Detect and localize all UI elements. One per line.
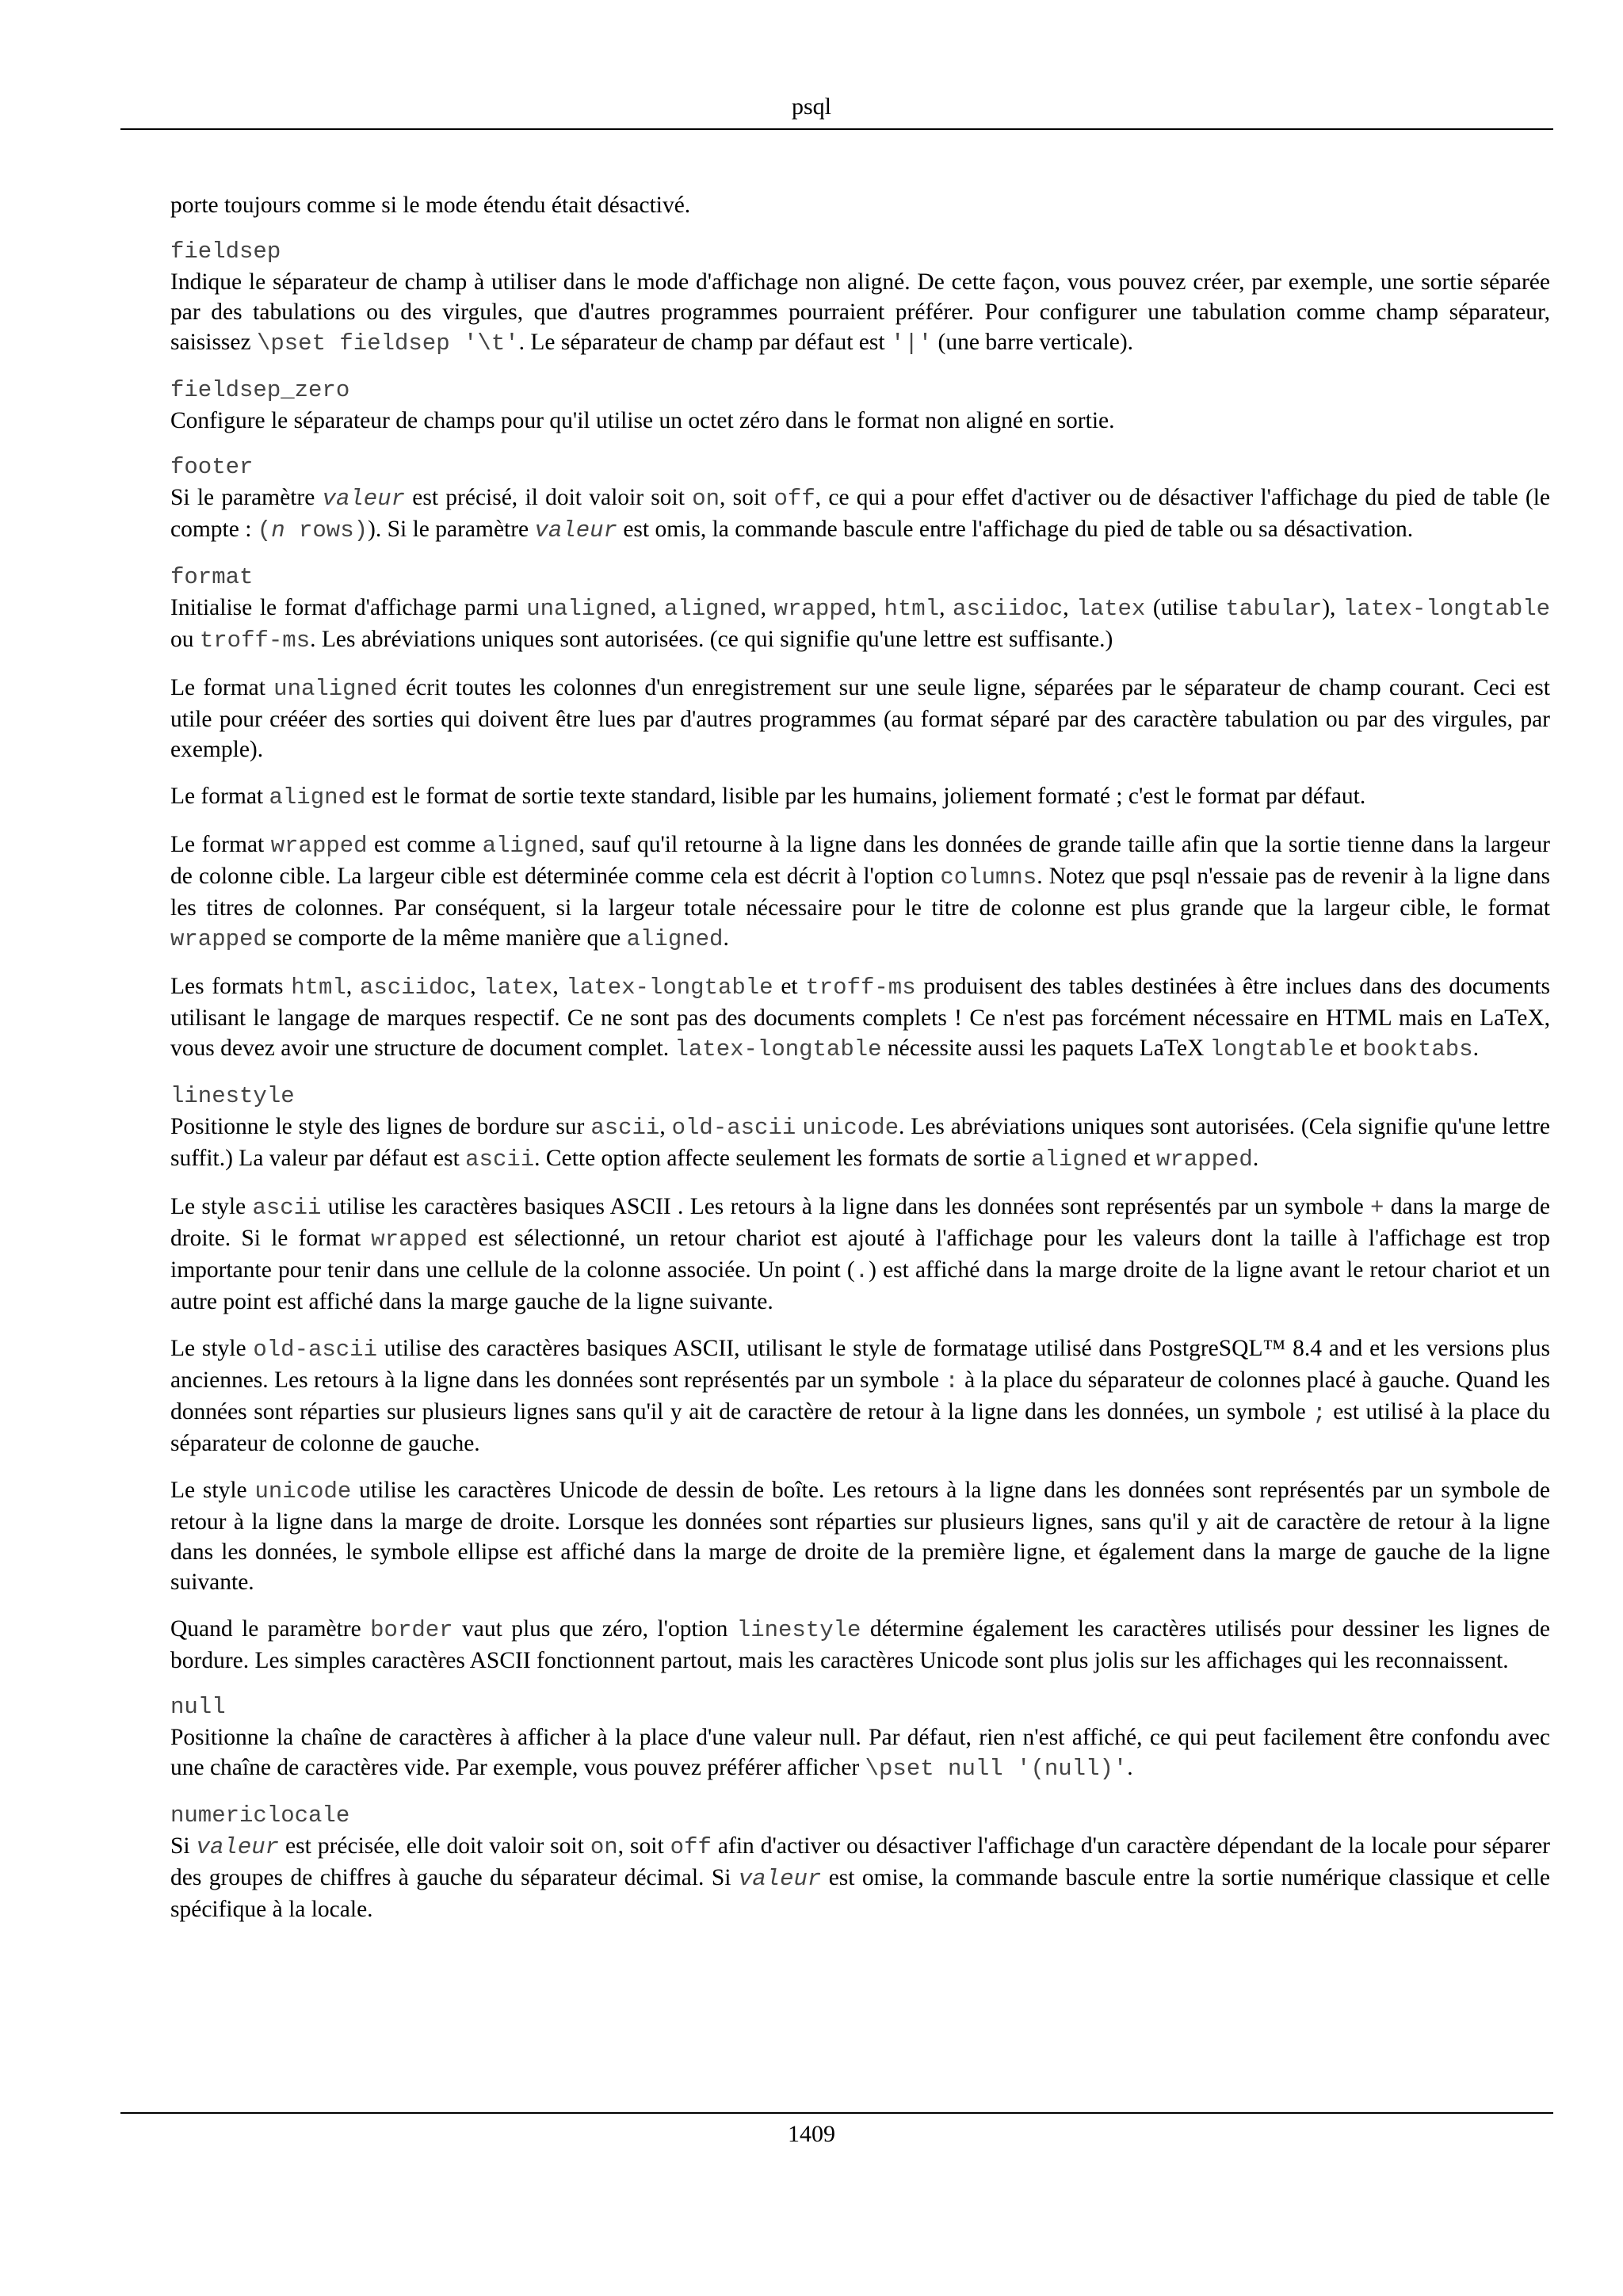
code: :	[945, 1368, 959, 1394]
text: Si	[170, 1833, 197, 1859]
option-fieldsep	[170, 237, 1550, 359]
text: .	[1127, 1755, 1133, 1780]
text: Le format	[170, 832, 271, 857]
code: columns	[940, 864, 1037, 891]
option-term: fieldsep_zero	[170, 377, 350, 403]
code: aligned	[1031, 1146, 1128, 1173]
paragraph-ascii	[170, 1192, 1550, 1317]
code: (	[257, 517, 272, 543]
code: on	[590, 1834, 618, 1860]
text: ,	[650, 595, 664, 620]
code: valeur	[738, 1866, 822, 1892]
text: ,	[470, 974, 484, 999]
text: se comporte de la même manière que	[266, 925, 627, 951]
code: latex-longtable	[566, 974, 773, 1001]
text: , ce qui a pour effet d'activer ou de désactiver l'affichage du pied de table (le compte :	[170, 485, 1550, 542]
code: ascii	[252, 1195, 322, 1221]
text: Le style	[170, 1194, 253, 1219]
code: latex	[483, 974, 553, 1001]
code: latex-longtable	[674, 1036, 882, 1062]
text: est omise, la commande bascule entre la sortie numérique classique et celle spécifique à la locale.	[170, 1865, 1550, 1922]
code: ascii	[590, 1115, 660, 1141]
paragraph-continuation: porte toujours comme si le mode étendu était désactivé.	[170, 193, 691, 218]
code: valeur	[534, 517, 617, 543]
text: et	[773, 974, 806, 999]
code: valeur	[322, 486, 405, 512]
text: , soit	[720, 485, 774, 510]
text: Initialise le format d'affichage parmi	[170, 595, 527, 620]
page-content	[170, 190, 1550, 1941]
paragraph-unicode	[170, 1475, 1550, 1597]
code: asciidoc	[953, 596, 1064, 622]
code: '|'	[890, 330, 933, 357]
text: ). Si le paramètre	[368, 517, 535, 542]
text: . Les abréviations uniques sont autorisées. (Cela signifie qu'une lettre suffit.) La valeur par défaut est	[170, 1114, 1551, 1171]
option-footer	[170, 452, 1550, 546]
code: border	[370, 1617, 453, 1643]
text: .	[723, 925, 729, 951]
text: Le format	[170, 675, 274, 700]
option-linestyle	[170, 1081, 1550, 1175]
option-fieldsep-zero	[170, 376, 1550, 436]
option-term: null	[170, 1694, 226, 1720]
code: old-ascii	[671, 1115, 796, 1141]
code: html	[884, 596, 940, 622]
text: .	[1252, 1146, 1259, 1171]
code: .	[854, 1258, 869, 1284]
code: wrapped	[270, 833, 368, 859]
text: ou	[170, 627, 200, 652]
code: \pset null '(null)'	[865, 1756, 1128, 1782]
code: latex-longtable	[1343, 596, 1551, 622]
code: ascii	[465, 1146, 535, 1173]
text: . Les abréviations uniques sont autorisées. (ce qui signifie qu'une lettre est suffisante.)	[310, 627, 1113, 652]
text: Indique le séparateur de champ à utiliser dans le mode d'affichage non aligné. De cette façon, vous pouvez créer, par exemple, une sortie séparée par des tabulations ou des virgules, que d'autres programmes pourraient préférer. Pour configurer une tabulation comme champ séparateur, saisissez	[170, 269, 1550, 355]
text: Le style	[170, 1336, 254, 1361]
text: . Notez que psql n'essaie pas de revenir à la ligne dans les titres de colonnes. Par conséquent, si la largeur totale nécessaire pour le titre de colonne est plus grande que la largeur cible, le format	[170, 864, 1550, 921]
text: (utilise	[1145, 595, 1226, 620]
option-description	[170, 1112, 1550, 1175]
paragraph-formats	[170, 971, 1550, 1065]
text: ,	[346, 974, 360, 999]
option-term: format	[170, 564, 254, 590]
code: aligned	[663, 596, 761, 622]
text: . Le séparateur de champ par défaut est	[518, 330, 891, 355]
code: wrapped	[170, 926, 267, 952]
option-description	[170, 593, 1550, 656]
text: ,	[1063, 595, 1077, 620]
text: et	[1127, 1146, 1156, 1171]
option-term: numericlocale	[170, 1802, 350, 1829]
text: vaut plus que zéro, l'option	[453, 1616, 737, 1642]
code: aligned	[482, 833, 579, 859]
option-description	[170, 1831, 1550, 1924]
code: rows)	[285, 517, 369, 543]
code: unaligned	[526, 596, 651, 622]
code: +	[1370, 1195, 1384, 1221]
code: ;	[1312, 1400, 1327, 1426]
code: wrapped	[371, 1226, 468, 1253]
code: aligned	[626, 926, 724, 952]
header-rule	[120, 128, 1553, 130]
text: Quand le paramètre	[170, 1616, 371, 1642]
code: asciidoc	[359, 974, 471, 1001]
code: off	[670, 1834, 712, 1860]
option-numericlocale	[170, 1801, 1550, 1924]
text: ,	[552, 974, 567, 999]
text: à la place du séparateur de colonnes placé à gauche. Quand les données sont réparties sur plusieurs lignes sans qu'il y ait de caractère de retour à la ligne dans les données, un symbole	[170, 1367, 1550, 1425]
text: est comme	[367, 832, 483, 857]
code: wrapped	[1156, 1146, 1253, 1173]
text: Les formats	[170, 974, 292, 999]
paragraph-old-ascii	[170, 1333, 1550, 1459]
code: troff-ms	[805, 974, 916, 1001]
paragraph-border	[170, 1614, 1550, 1676]
text: Si le paramètre	[170, 485, 323, 510]
page-header-title: psql	[791, 93, 831, 120]
text: (une barre verticale).	[932, 330, 1134, 355]
code: linestyle	[736, 1617, 861, 1643]
code: unicode	[802, 1115, 899, 1141]
text: ,	[939, 595, 953, 620]
paragraph-wrapped	[170, 830, 1550, 955]
code: unaligned	[273, 676, 398, 702]
paragraph-unaligned	[170, 673, 1550, 765]
text: , soit	[617, 1833, 670, 1859]
option-description	[170, 482, 1550, 546]
text	[796, 1114, 802, 1139]
text: et	[1334, 1035, 1363, 1061]
text: Le style	[170, 1478, 255, 1503]
code: latex	[1076, 596, 1146, 622]
text: utilise des caractères basiques ASCII, utilisant le style de formatage utilisé dans PostgreSQL™ 8.4 and et les versions plus anciennes. Les retours à la ligne dans les données sont représentés par un symbole	[170, 1336, 1550, 1393]
code: off	[773, 486, 815, 512]
text: nécessite aussi les paquets LaTeX	[881, 1035, 1210, 1061]
option-term: footer	[170, 454, 254, 480]
text: Positionne la chaîne de caractères à afficher à la place d'une valeur null. Par défaut, rien n'est affiché, ce qui peut facilement être confondu avec une chaîne de caractères vide. Par exemple, vous pouvez préférer afficher	[170, 1725, 1550, 1780]
text: ,	[659, 1114, 672, 1139]
text: .	[1472, 1035, 1479, 1061]
option-format	[170, 563, 1550, 656]
code: aligned	[269, 784, 366, 810]
option-description: Configure le séparateur de champs pour qu'il utilise un octet zéro dans le format non aligné en sortie.	[170, 408, 1115, 433]
code: troff-ms	[199, 627, 311, 654]
text: . Cette option affecte seulement les formats de sortie	[534, 1146, 1032, 1171]
text: est précisé, il doit valoir soit	[405, 485, 693, 510]
text: ,	[760, 595, 774, 620]
text: est le format de sortie texte standard, lisible par les humains, joliement formaté ; c'est le format par défaut.	[365, 784, 1366, 809]
paragraph-aligned	[170, 781, 1550, 813]
text: est sélectionné, un retour chariot est ajouté à l'affichage pour les valeurs dont la taille à l'affichage est trop importante pour tenir dans une cellule de la colonne associée. Un point (	[170, 1226, 1550, 1283]
page-number: 1409	[788, 2121, 835, 2147]
text: , sauf qu'il retourne à la ligne dans les données de grande taille afin que la sortie tienne dans la largeur de colonne cible. La largeur cible est déterminée comme cela est décrit à l'option	[170, 832, 1550, 889]
code: longtable	[1209, 1036, 1335, 1062]
code: tabular	[1225, 596, 1323, 622]
code: unicode	[254, 1478, 352, 1505]
text: utilise les caractères Unicode de dessin de boîte. Les retours à la ligne dans les données sont représentés par un symbole de retour à la ligne dans la marge de droite. Lorsque les données sont réparties sur plusieurs lignes, sans qu'il y ait de caractère de retour à la ligne dans les données, le symbole ellipse est affiché dans la marge de droite de la première ligne, et également dans la marge de gauche de la ligne suivante.	[170, 1478, 1550, 1595]
code: \pset fieldsep '\t'	[256, 330, 519, 357]
code: n	[271, 517, 285, 543]
code: html	[291, 974, 346, 1001]
text: ,	[870, 595, 884, 620]
text: est précisée, elle doit valoir soit	[279, 1833, 590, 1859]
code: old-ascii	[253, 1337, 377, 1363]
code: valeur	[196, 1834, 280, 1860]
text: produisent des tables destinées à être inclues dans des documents utilisant le langage de marques respectif. Ce ne sont pas des documents complets ! Ce n'est pas forcément nécessaire en HTML mais en LaTeX, vous devez avoir une structure de document complet.	[170, 974, 1551, 1061]
text: ) est affiché dans la marge droite de la ligne avant le retour chariot et un autre point est affiché dans la marge gauche de la ligne suivante.	[170, 1257, 1551, 1314]
option-null	[170, 1692, 1550, 1784]
option-description	[170, 1722, 1550, 1784]
code: wrapped	[773, 596, 871, 622]
text: dans la marge de droite. Si le format	[170, 1194, 1550, 1251]
option-term: linestyle	[170, 1083, 295, 1109]
code: booktabs	[1362, 1036, 1473, 1062]
text: écrit toutes les colonnes d'un enregistrement sur une seule ligne, séparées par le séparateur de champ courant. Ceci est utile pour crééer des sorties qui doivent être lues par d'autres programmes (au format séparé par des caractère tabulation ou par des virgules, par exemple).	[170, 675, 1550, 762]
footer-rule	[120, 2112, 1553, 2114]
option-term: fieldsep	[170, 238, 281, 265]
text: est omis, la commande bascule entre l'affichage du pied de table ou sa désactivation.	[617, 517, 1414, 542]
text: Le format	[170, 784, 269, 809]
text: afin d'activer ou désactiver l'affichage d'un caractère dépendant de la locale pour séparer des groupes de chiffres à gauche du séparateur décimal. Si	[170, 1833, 1551, 1890]
text: utilise les caractères basiques ASCII . Les retours à la ligne dans les données sont représentés par un symbole	[321, 1194, 1370, 1219]
text: ),	[1322, 595, 1344, 620]
text: détermine également les caractères utilisés pour dessiner les lignes de bordure. Les simples caractères ASCII fonctionnent partout, mais les caractères Unicode sont plus jolis sur les affichages qui les reconnaissent.	[170, 1616, 1550, 1673]
code: on	[692, 486, 720, 512]
text: est utilisé à la place du séparateur de colonne de gauche.	[170, 1399, 1550, 1456]
option-description	[170, 267, 1550, 359]
text: Positionne le style des lignes de bordure sur	[170, 1114, 591, 1139]
